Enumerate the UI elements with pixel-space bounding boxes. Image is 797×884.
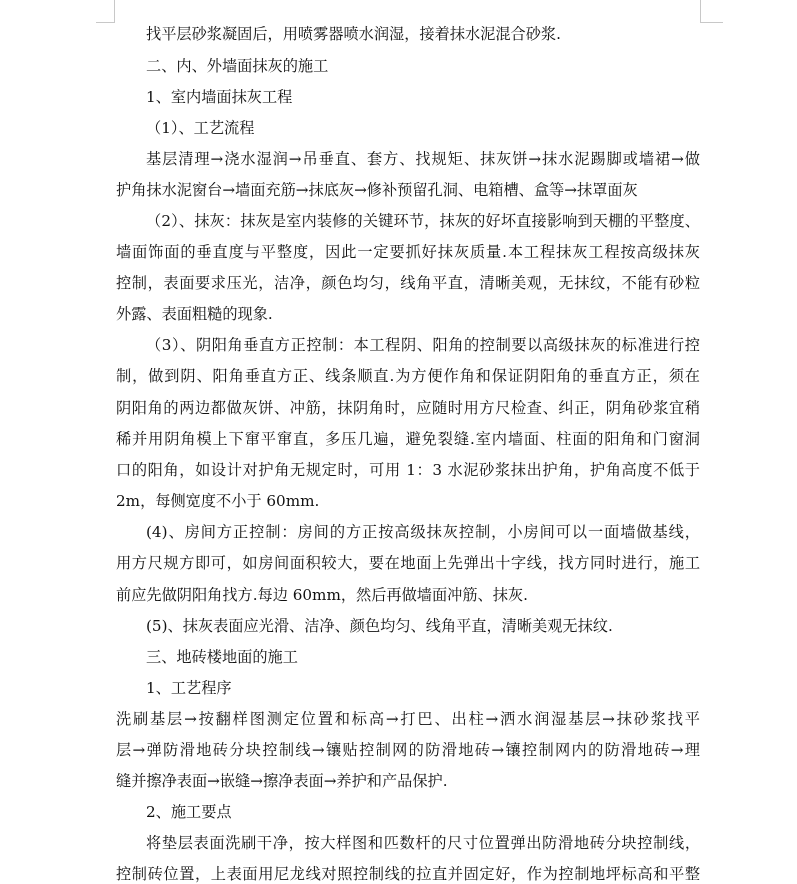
section-heading: 三、地砖楼地面的施工 bbox=[146, 648, 298, 666]
paragraph-line: (4)、房间方正控制：房间的方正按高级抹灰控制，小房间可以一面墙做基线， bbox=[146, 523, 700, 541]
paragraph-line: 缝并擦净表面→嵌缝→擦净表面→养护和产品保护. bbox=[116, 772, 448, 790]
paragraph-line: 阴阳角的两边都做灰饼、冲筋，抹阴角时，应随时用方尺检查、纠正，阴角砂浆宜稍 bbox=[116, 399, 700, 417]
paragraph-line: 护角抹水泥窗台→墙面充筋→抹底灰→修补预留孔洞、电箱槽、盒等→抹罩面灰 bbox=[116, 181, 638, 199]
paragraph-line: 墙面饰面的垂直度与平整度，因此一定要抓好抹灰质量.本工程抹灰工程按高级抹灰 bbox=[116, 243, 700, 261]
paragraph-line: 前应先做阴阳角找方.每边 60mm，然后再做墙面冲筋、抹灰. bbox=[116, 586, 528, 604]
page-corner-mark-top-left bbox=[96, 0, 115, 23]
paragraph-line: 稀并用阴角模上下窜平窜直，多压几遍，避免裂缝.室内墙面、柱面的阳角和门窗洞 bbox=[116, 430, 700, 448]
paragraph-line: 控制砖位置，上表面用尼龙线对照控制线的拉直并固定好，作为控制地坪标高和平整 bbox=[116, 865, 700, 883]
paragraph-line: 层→弹防滑地砖分块控制线→镶贴控制网的防滑地砖→镶控制网内的防滑地砖→理 bbox=[116, 741, 700, 759]
item-heading: （1）、工艺流程 bbox=[146, 119, 255, 137]
paragraph-line: （2）、抹灰：抹灰是室内装修的关键环节，抹灰的好坏直接影响到天棚的平整度、 bbox=[146, 212, 700, 230]
paragraph-line: 基层清理→浇水湿润→吊垂直、套方、找规矩、抹灰饼→抹水泥踢脚或墙裙→做 bbox=[146, 150, 700, 168]
subsection-heading: 1、工艺程序 bbox=[146, 679, 232, 697]
paragraph-line: 将垫层表面洗刷干净，按大样图和匹数杆的尺寸位置弹出防滑地砖分块控制线， bbox=[146, 834, 700, 852]
paragraph-line: 外露、表面粗糙的现象. bbox=[116, 305, 273, 323]
paragraph-line: 洗刷基层→按翻样图测定位置和标高→打巴、出柱→洒水润湿基层→抹砂浆找平 bbox=[116, 710, 700, 728]
page-corner-mark-top-right bbox=[700, 0, 723, 23]
paragraph-line: 制，做到阴、阳角垂直方正、线条顺直.为方便作角和保证阴阳角的垂直方正，须在 bbox=[116, 367, 700, 385]
paragraph-line: 2m，每侧宽度不小于 60mm. bbox=[116, 492, 320, 510]
paragraph-line: 控制，表面要求压光，洁净，颜色均匀，线角平直，清晰美观，无抹纹，不能有砂粒 bbox=[116, 274, 700, 292]
paragraph-line: (5)、抹灰表面应光滑、洁净、颜色均匀、线角平直，清晰美观无抹纹. bbox=[146, 617, 613, 635]
subsection-heading: 2、施工要点 bbox=[146, 803, 232, 821]
paragraph-line: （3）、阴阳角垂直方正控制：本工程阴、阳角的控制要以高级抹灰的标准进行控 bbox=[146, 336, 700, 354]
paragraph-line: 口的阳角，如设计对护角无规定时，可用 1：3 水泥砂浆抹出护角，护角高度不低于 bbox=[116, 461, 700, 479]
section-heading: 二、内、外墙面抹灰的施工 bbox=[146, 57, 329, 75]
paragraph-line: 用方尺规方即可，如房间面积较大，要在地面上先弹出十字线，找方同时进行，施工 bbox=[116, 554, 700, 572]
paragraph-line: 找平层砂浆凝固后，用喷雾器喷水润湿，接着抹水泥混合砂浆. bbox=[146, 25, 561, 43]
subsection-heading: 1、室内墙面抹灰工程 bbox=[146, 88, 293, 106]
